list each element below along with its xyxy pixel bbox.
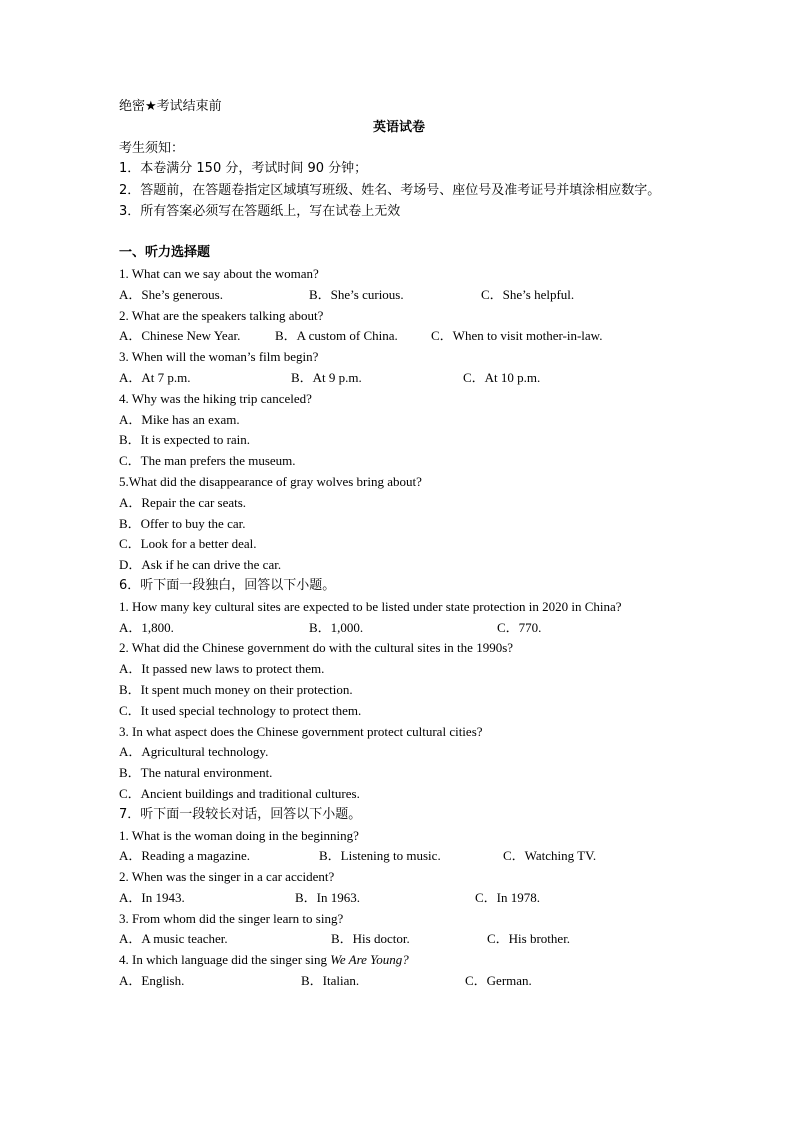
option-c: C．His brother. [487, 931, 571, 947]
options-row [119, 929, 679, 950]
option-b: B．The natural environment. [119, 765, 273, 781]
option-b: B．At 9 p.m. [291, 369, 362, 385]
question-text: 2. What did the Chinese government do with the cultural sites in the 1990s? [119, 640, 514, 656]
option-b: B．Offer to buy the car. [119, 515, 246, 531]
option-c: C．She’s helpful. [481, 286, 575, 302]
option-c: C．When to visit mother-in-law. [431, 328, 603, 344]
option-a: A．She’s generous. [119, 286, 223, 302]
notice-item-1: 1．本卷满分 150 分，考试时间 90 分钟； [119, 161, 368, 177]
option-b: B．His doctor. [331, 931, 410, 947]
options-row [119, 368, 679, 389]
option-b: B．Listening to music. [319, 848, 441, 864]
option-d: D．Ask if he can drive the car. [119, 557, 282, 573]
option-c: C．Watching TV. [503, 848, 597, 864]
options-row [119, 888, 679, 909]
options-row [119, 971, 679, 992]
sub-section-intro: 7．听下面一段较长对话，回答以下小题。 [119, 806, 362, 822]
question-text: 1. How many key cultural sites are expected to be listed under state protection in 2020 in China? [119, 598, 622, 614]
option-c: C．In 1978. [475, 889, 541, 905]
question-text: 1. What can we say about the woman? [119, 265, 319, 281]
sub-section-intro: 6．听下面一段独白，回答以下小题。 [119, 577, 336, 593]
question-text [119, 950, 679, 971]
question-text: 3. When will the woman’s film begin? [119, 349, 319, 365]
option-a: A．Chinese New Year. [119, 328, 241, 344]
option-a: A．English. [119, 973, 185, 989]
option-c: C．German. [465, 973, 532, 989]
option-a: A．Agricultural technology. [119, 744, 269, 760]
option-c: C．The man prefers the museum. [119, 453, 296, 469]
options-row [119, 285, 679, 306]
option-a: A．1,800. [119, 619, 174, 635]
question-text: 1. What is the woman doing in the beginning? [119, 827, 359, 843]
option-b: B．1,000. [309, 619, 364, 635]
option-a: A．Mike has an exam. [119, 411, 240, 427]
option-c: C．Ancient buildings and traditional cultures. [119, 785, 360, 801]
option-b: B．Italian. [301, 973, 360, 989]
exam-page [119, 97, 679, 992]
option-a: A．In 1943. [119, 889, 185, 905]
question-prefix: 4. In which language did the singer sing [119, 952, 331, 968]
option-a: A．Reading a magazine. [119, 848, 251, 864]
option-a: A．It passed new laws to protect them. [119, 661, 325, 677]
exam-title: 英语试卷 [372, 119, 425, 135]
option-b: B．She’s curious. [309, 286, 404, 302]
question-text: 2. What are the speakers talking about? [119, 307, 324, 323]
option-a: A．At 7 p.m. [119, 369, 191, 385]
option-a: A．Repair the car seats. [119, 494, 247, 510]
question-text: 3. From whom did the singer learn to sing? [119, 910, 344, 926]
options-row [119, 326, 679, 347]
option-b: B．A custom of China. [275, 328, 398, 344]
section-title: 一、听力选择题 [119, 245, 211, 261]
option-c: C．Look for a better deal. [119, 536, 257, 552]
option-b: B．It spent much money on their protection. [119, 681, 353, 697]
song-title: We Are Young? [330, 952, 409, 968]
question-text: 4. Why was the hiking trip canceled? [119, 390, 312, 406]
notice-item-2: 2．答题前，在答题卷指定区域填写班级、姓名、考场号、座位号及准考证号并填涂相应数字。3．所有答案必须写在答题纸上，写在试卷上无效 [119, 183, 661, 220]
options-row [119, 618, 679, 639]
option-a: A．A music teacher. [119, 931, 228, 947]
option-b: B．In 1963. [295, 889, 361, 905]
option-b: B．It is expected to rain. [119, 432, 251, 448]
question-text: 3. In what aspect does the Chinese government protect cultural cities? [119, 723, 483, 739]
confidential-label: 绝密★考试结束前 [119, 99, 222, 114]
option-c: C．At 10 p.m. [463, 369, 541, 385]
options-row [119, 846, 679, 867]
question-text: 2. When was the singer in a car accident? [119, 869, 335, 885]
option-c: C．It used special technology to protect them. [119, 702, 362, 718]
notice-label: 考生须知： [119, 140, 185, 156]
question-text: 5.What did the disappearance of gray wolves bring about? [119, 473, 422, 489]
option-c: C．770. [497, 619, 542, 635]
